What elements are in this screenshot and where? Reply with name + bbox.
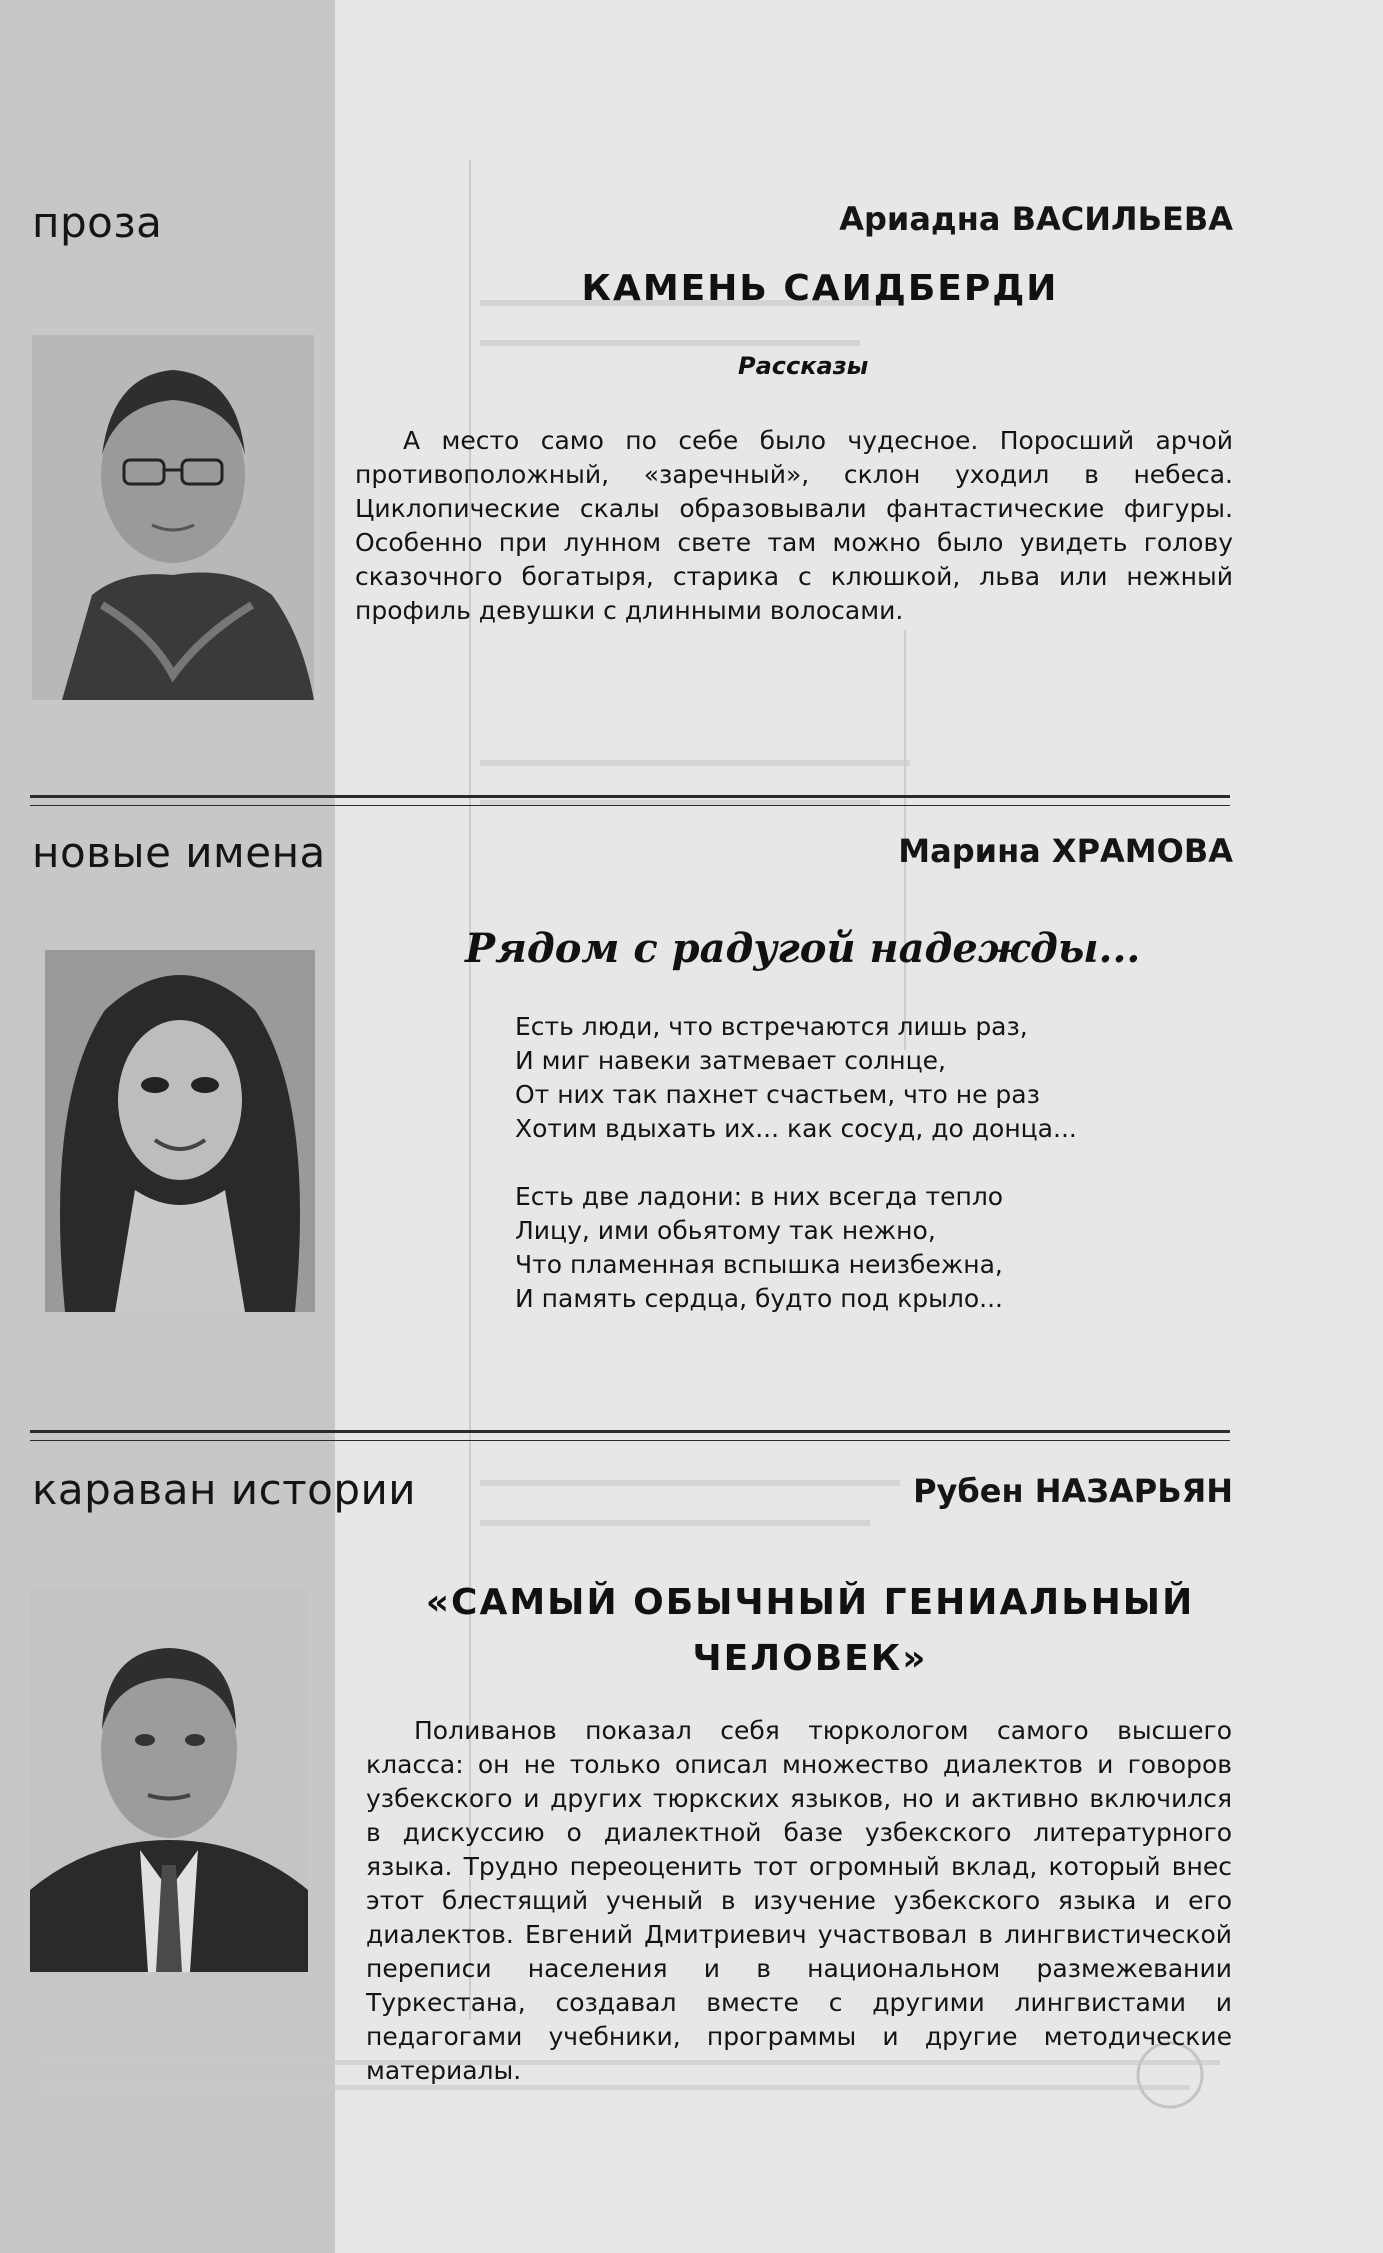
poem-line: Что пламенная вспышка неизбежна, xyxy=(515,1250,1003,1279)
rubric-label: караван истории xyxy=(32,1465,417,1514)
author-name: Рубен НАЗАРЬЯН xyxy=(913,1472,1233,1510)
article-excerpt xyxy=(366,1714,1232,2088)
rubric-label: новые имена xyxy=(32,828,326,877)
section-divider xyxy=(30,795,1230,798)
poem-text xyxy=(515,1010,1077,1350)
article-title: Рядом с радугой надежды... xyxy=(465,925,1141,972)
excerpt-text: Поливанов показал себя тюркологом самого высшего класса: он не только описал множество диалектов и говоров узбекского и других тюркских языков, но и активно включился в дискуссию о диалектной базе узбекского литературного языка. Трудно переоценить тот огромный вклад, который внес этот блестящий ученый в изучение узбекского языка и его диалектов. Евгений Дмитриевич участвовал в лингвистической переписи населения и в национальном размежевании Туркестана, создавал вместе с другими лингвистами и педагогами учебники, программы и другие методические материалы. xyxy=(366,1716,1232,2085)
author-photo xyxy=(45,950,315,1312)
rubric-label: проза xyxy=(32,198,163,247)
author-name: Ариадна ВАСИЛЬЕВА xyxy=(839,200,1233,238)
poem-line: Хотим вдыхать их... как сосуд, до донца... xyxy=(515,1114,1077,1143)
author-name: Марина ХРАМОВА xyxy=(898,832,1233,870)
article-genre: Рассказы xyxy=(738,352,869,380)
poem-stanza-1 xyxy=(515,1010,1077,1146)
poem-line: От них так пахнет счастьем, что не раз xyxy=(515,1080,1040,1109)
poem-stanza-2 xyxy=(515,1180,1077,1316)
excerpt-text: А место само по себе было чудесное. Поросший арчой противоположный, «заречный», склон уходил в небеса. Циклопические скалы образовывали фантастические фигуры. Особенно при лунном свете там можно было увидеть голову сказочного богатыря, старика с клюшкой, льва или нежный профиль девушки с длинными волосами. xyxy=(355,426,1233,625)
poem-line: И память сердца, будто под крыло... xyxy=(515,1284,1003,1313)
poem-line: Есть две ладони: в них всегда тепло xyxy=(515,1182,1004,1211)
section-divider xyxy=(30,1430,1230,1433)
poem-line: Есть люди, что встречаются лишь раз, xyxy=(515,1012,1028,1041)
section-divider-thin xyxy=(30,805,1230,806)
author-photo xyxy=(32,335,314,700)
article-title: «САМЫЙ ОБЫЧНЫЙ ГЕНИАЛЬНЫЙ ЧЕЛОВЕК» xyxy=(425,1582,1195,1679)
poem-line: И миг навеки затмевает солнце, xyxy=(515,1046,946,1075)
poem-line: Лицу, ими обьятому так нежно, xyxy=(515,1216,936,1245)
article-excerpt xyxy=(355,424,1233,628)
author-photo xyxy=(30,1590,308,1972)
article-title: КАМЕНЬ САИДБЕРДИ xyxy=(581,268,1059,309)
section-divider-thin xyxy=(30,1440,1230,1441)
